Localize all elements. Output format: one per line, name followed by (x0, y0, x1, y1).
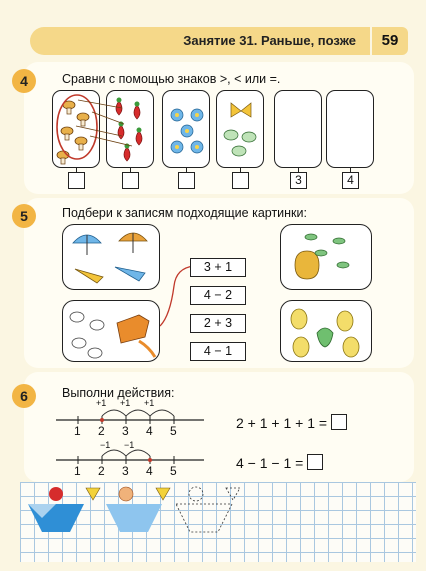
tick-label: 5 (170, 424, 177, 438)
umbrellas-icon (63, 225, 161, 291)
lesson-title: Занятие 31. Раньше, позже (183, 33, 356, 48)
flowers-icon (163, 91, 211, 169)
expression-box[interactable]: 2 + 3 (190, 314, 246, 333)
task-6-number: 6 (12, 384, 36, 408)
page-number-tab (372, 27, 408, 55)
equation-1-answer-box[interactable] (331, 414, 347, 430)
tick-label: 1 (74, 464, 81, 478)
pattern-drawing (20, 482, 416, 562)
tick-label: 2 (98, 464, 105, 478)
jump-label: +1 (120, 398, 131, 408)
vase-dragonflies-icon (281, 225, 373, 291)
tick-label: 5 (170, 464, 177, 478)
jump-label: +1 (144, 398, 155, 408)
boat-outline (176, 504, 232, 532)
expression-box[interactable]: 4 − 1 (190, 342, 246, 361)
boat-shape (106, 504, 162, 532)
jump-label: −1 (100, 440, 111, 450)
pattern-grid (20, 482, 416, 562)
picture-vase-dragonflies (280, 224, 372, 290)
equation-2-answer-box[interactable] (307, 454, 323, 470)
answer-box[interactable] (68, 172, 85, 189)
jump-label: +1 (96, 398, 107, 408)
task-5-number: 5 (12, 204, 36, 228)
picture-eggs-chicks (280, 300, 372, 362)
triangle-shape (156, 488, 170, 500)
tick-label: 4 (146, 424, 153, 438)
equation-2 (236, 454, 323, 471)
butterflies-icon (217, 91, 265, 169)
task-4-instruction: Сравни с помощью знаков >, < или =. (62, 72, 281, 86)
answer-box[interactable] (232, 172, 249, 189)
matching-lines (64, 96, 154, 156)
tick-label: 4 (146, 464, 153, 478)
lesson-header (30, 27, 370, 55)
circle-shape (49, 487, 63, 501)
task-4-number: 4 (12, 69, 36, 93)
equation-1 (236, 414, 347, 431)
picture-umbrellas (62, 224, 160, 290)
card-butterflies (216, 90, 264, 168)
circle-shape (119, 487, 133, 501)
tick-label: 3 (122, 424, 129, 438)
answer-box[interactable]: 3 (290, 172, 307, 189)
triangle-outline (226, 488, 240, 500)
picture-hares-fox (62, 300, 160, 362)
task-6-panel (20, 372, 414, 482)
hares-fox-icon (63, 301, 161, 363)
card-empty-1 (274, 90, 322, 168)
card-empty-2 (326, 90, 374, 168)
answer-box[interactable] (178, 172, 195, 189)
equation-1-text: 2 + 1 + 1 + 1 = (236, 415, 328, 431)
eggs-chicks-icon (281, 301, 373, 363)
task-5-panel (20, 198, 414, 368)
answer-box[interactable] (122, 172, 139, 189)
tick-label: 2 (98, 424, 105, 438)
expression-box[interactable]: 3 + 1 (190, 258, 246, 277)
equation-2-text: 4 − 1 − 1 = (236, 455, 304, 471)
task-6-instruction: Выполни действия: (62, 386, 175, 400)
tick-label: 1 (74, 424, 81, 438)
page-number: 59 (381, 32, 399, 49)
card-flowers (162, 90, 210, 168)
triangle-shape (86, 488, 100, 500)
connector-line (160, 258, 194, 328)
task-4-panel (20, 62, 414, 194)
answer-box[interactable]: 4 (342, 172, 359, 189)
tick-label: 3 (122, 464, 129, 478)
task-5-instruction: Подбери к записям подходящие картинки: (62, 206, 307, 220)
jump-label: −1 (124, 440, 135, 450)
expression-box[interactable]: 4 − 2 (190, 286, 246, 305)
circle-outline (189, 487, 203, 501)
